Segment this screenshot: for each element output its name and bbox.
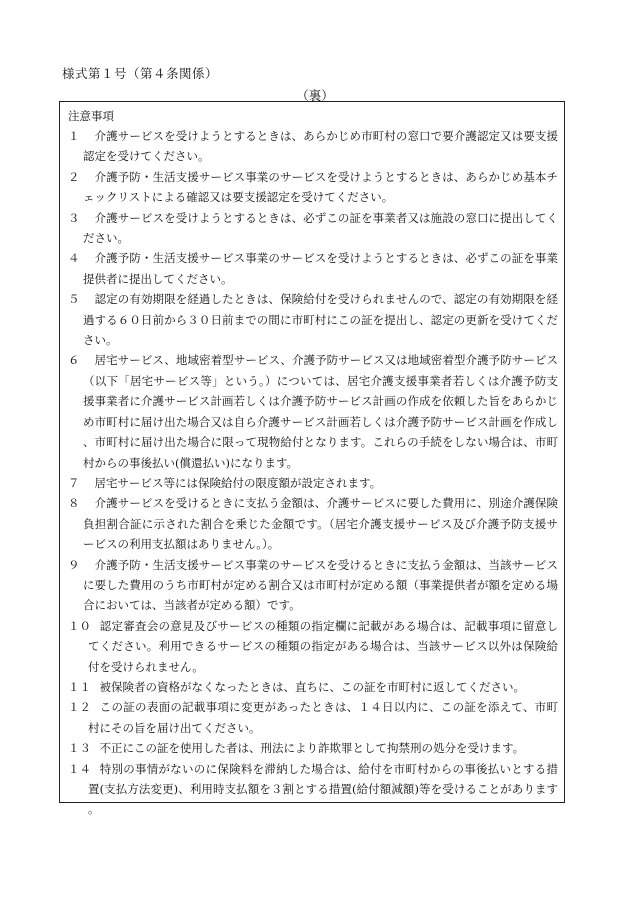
- item-number: ５: [68, 292, 80, 307]
- item-number: ６: [68, 353, 80, 368]
- notice-item: [68, 126, 558, 167]
- notice-item: [68, 738, 558, 758]
- item-number: ９: [68, 557, 80, 572]
- form-label: 様式第１号（第４条関係）: [62, 66, 219, 81]
- item-text: 介護予防・生活支援サービス事業のサービスを受けようとするときは、必ずこの証を事業提供者に提出してください。: [83, 251, 558, 286]
- item-number: ３: [68, 210, 80, 225]
- item-number: ８: [68, 496, 80, 511]
- item-text: 居宅サービス、地域密着型サービス、介護予防サービス又は地域密着型介護予防サービス（以下「居宅サービス等」という。）については、居宅介護支援事業者若しくは介護予防支援事業者に介護サービス計画若しくは介護予防サービス計画の作成を依頼した旨をあらかじめ市町村に届け出た場合又は自ら介護サービス計画若しくは介護予防サービス計画を作成し、市町村に届け出た場合に限って現物給付となります。これらの手続をしない場合は、市町村からの事後払い(償還払い)になります。: [83, 353, 558, 470]
- item-text: 認定審査会の意見及びサービスの種類の指定欄に記載がある場合は、記載事項に留意してください。利用できるサービスの種類の指定がある場合は、当該サービス以外は保険給付を受けられません。: [88, 618, 558, 674]
- notice-item: [68, 677, 558, 697]
- notice-item: [68, 289, 558, 350]
- item-text: 特別の事情がないのに保険料を滞納した場合は、給付を市町村からの事後払いとする措置(支払方法変更)、利用時支払額を３割とする措置(給付額減額)等を受けることがあります。: [88, 761, 558, 817]
- notice-item: [68, 208, 558, 249]
- notice-item: [68, 555, 558, 616]
- item-text: 被保険者の資格がなくなったときは、直ちに、この証を市町村に返してください。: [88, 679, 525, 694]
- item-text: 介護予防・生活支援サービス事業のサービスを受けるときに支払う金額は、当該サービスに要した費用のうち市町村が定める割合又は市町村が定める額（事業提供者が額を定める場合においては、当該者が定める額）です。: [83, 557, 558, 613]
- item-number: １: [68, 129, 80, 143]
- item-text: 介護サービスを受けようとするときは、あらかじめ市町村の窓口で要介護認定又は要支援認定を受けてください。: [83, 129, 558, 164]
- item-number: １３: [68, 741, 91, 756]
- item-text: 居宅サービス等には保険給付の限度額が設定されます。: [83, 475, 382, 490]
- notice-item: [68, 167, 558, 208]
- item-text: 介護サービスを受けるときに支払う金額は、介護サービスに要した費用に、別途介護保険負担割合証に示された割合を乗じた金額です。（居宅介護支援サービス及び介護予防支援サービスの利用支払額はありません。）。: [83, 496, 558, 552]
- notice-list: [68, 126, 558, 820]
- item-number: １１: [68, 679, 91, 694]
- notice-item: [68, 759, 558, 820]
- notice-item: [68, 493, 558, 554]
- item-number: ７: [68, 475, 80, 490]
- item-number: ２: [68, 169, 80, 184]
- item-number: １０: [68, 618, 91, 633]
- notice-item: [68, 697, 558, 738]
- item-number: １２: [68, 700, 91, 715]
- notice-box: [59, 101, 565, 817]
- item-number: ４: [68, 251, 80, 266]
- side-label: （裏）: [296, 88, 334, 103]
- notice-heading: 注意事項: [68, 109, 114, 123]
- item-number: １４: [68, 761, 91, 776]
- item-text: 介護サービスを受けようとするときは、必ずこの証を事業者又は施設の窓口に提出してください。: [83, 210, 558, 246]
- item-text: この証の表面の記載事項に変更があったときは、１４日以内に、この証を添えて、市町村にその旨を届け出てください。: [88, 700, 558, 735]
- item-text: 介護予防・生活支援サービス事業のサービスを受けようとするときは、あらかじめ基本チェックリストによる確認又は要支援認定を受けてください。: [83, 169, 558, 205]
- notice-item: [68, 350, 558, 472]
- notice-item: [68, 616, 558, 677]
- notice-item: [68, 473, 558, 493]
- notice-item: [68, 248, 558, 289]
- item-text: 不正にこの証を使用した者は、刑法により詐欺罪として拘禁刑の処分を受けます。: [88, 741, 525, 756]
- item-text: 認定の有効期限を経過したときは、保険給付を受けられませんので、認定の有効期限を経過する６０日前から３０日前までの間に市町村にこの証を提出し、認定の更新を受けてください。: [83, 292, 558, 348]
